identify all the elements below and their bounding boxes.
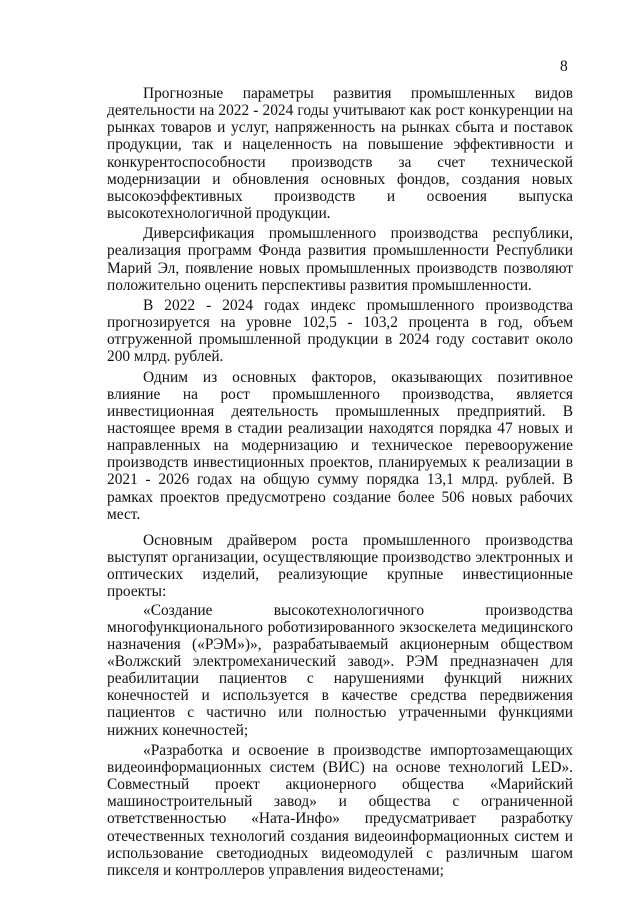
paragraph-growth-driver: Основным драйвером роста промышленного производства выступят организации, осуществляющие производство электронных и оптических изделий, реализующие крупные инвестиционные проекты: xyxy=(107,531,573,601)
paragraph-project-led-systems: «Разработка и освоение в производстве импортозамещающих видеоинформационных систем (ВИС) на основе технологий LED». Совместный проект акционерного общества «Марийский машиностроительный завод» и общества с ограниченной ответственностью «Ната-Инфо» предусматривает разработку отечественных технологий создания видеоинформационных систем и использование светодиодных видеомодулей с различным шагом пикселя и контроллеров управления видеостенами; xyxy=(107,741,573,879)
paragraph-diversification: Диверсификация промышленного производства республики, реализация программ Фонда развития промышленности Республики Марий Эл, появление новых промышленных производств позволяют положительно оценить перспективы развития промышленности. xyxy=(107,225,573,294)
paragraph-project-exoskeleton: «Создание высокотехнологичного производства многофункционального роботизированного экзоскелета медицинского назначения («РЭМ»)», разрабатываемый акционерным обществом «Волжский электромеханический завод». РЭМ предназначен для реабилитации пациентов с нарушениями функций нижних конечностей и используется в качестве средства передвижения пациентов с частично или полностью утраченными функциями нижних конечностей; xyxy=(107,601,573,739)
paragraph-investment-activity: Одним из основных факторов, оказывающих позитивное влияние на рост промышленного производства, является инвестиционная деятельность промышленных предприятий. В настоящее время в стадии реализации находятся порядка 47 новых и направленных на модернизацию и техническое перевооружение производств инвестиционных проектов, планируемых к реализации в 2021 - 2026 годах на общую сумму порядка 13,1 млрд. рублей. В рамках проектов предусмотрено создание более 506 новых рабочих мест. xyxy=(107,368,573,523)
paragraph-forecast-parameters: Прогнозные параметры развития промышленных видов деятельности на 2022 - 2024 годы учитывают как рост конкуренции на рынках товаров и услуг, напряженность на рынках сбыта и поставок продукции, так и нацеленность на повышение эффективности и конкурентоспособности производств за счет технической модернизации и обновления основных фондов, создания новых высокоэффективных производств и освоения выпуска высокотехнологичной продукции. xyxy=(107,85,573,223)
paragraph-production-index: В 2022 - 2024 годах индекс промышленного производства прогнозируется на уровне 102,5 - 103,2 процента в год, объем отгруженной промышленной продукции в 2024 году составит около 200 млрд. рублей. xyxy=(107,296,573,366)
document-body xyxy=(107,85,573,882)
page-number: 8 xyxy=(560,58,568,75)
